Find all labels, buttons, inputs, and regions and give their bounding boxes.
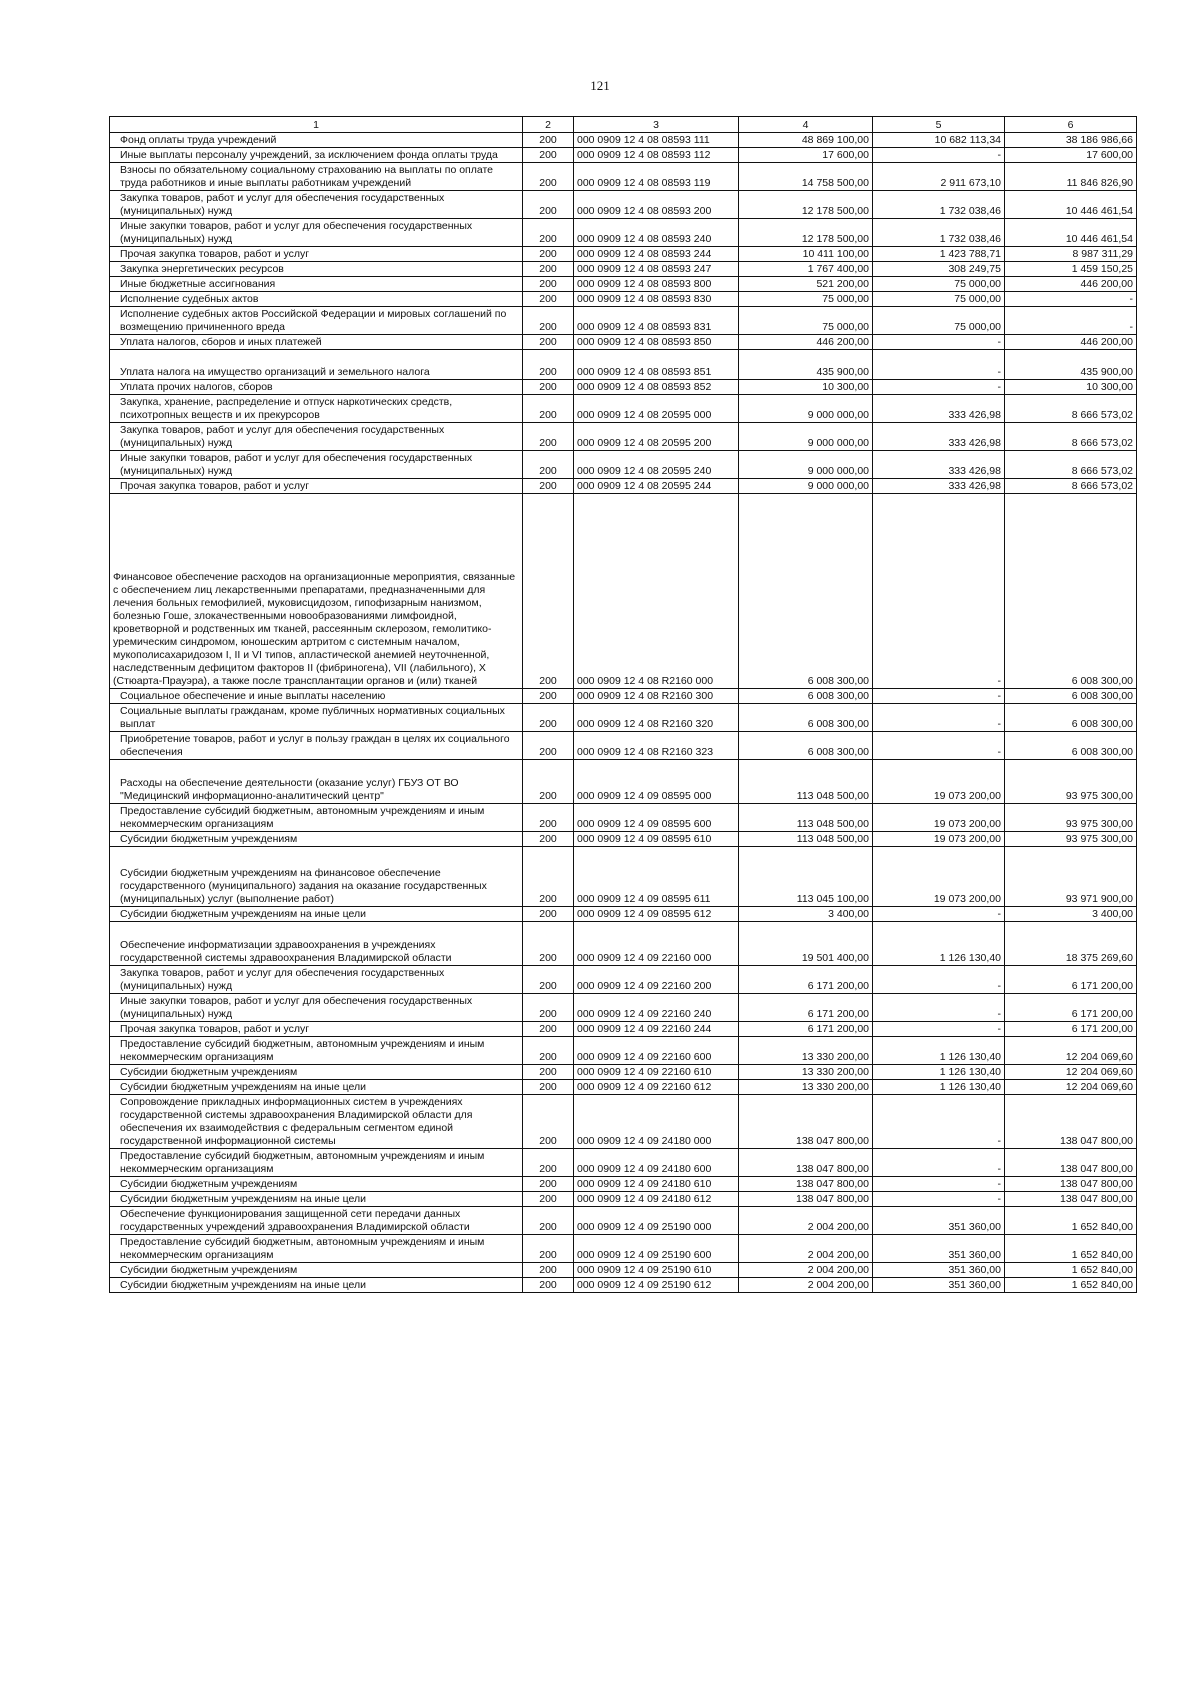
row-name-cell: Предоставление субсидий бюджетным, автономным учреждениям и иным некоммерческим организациям [110,1149,523,1177]
table-row [110,451,1137,479]
row-budget-code-cell: 000 0909 12 4 09 22160 600 [574,1037,739,1065]
table-row [110,1278,1137,1293]
row-admin-code-cell: 200 [523,1149,574,1177]
row-name-cell: Предоставление субсидий бюджетным, автономным учреждениям и иным некоммерческим организациям [110,1037,523,1065]
table-row [110,804,1137,832]
row-executed-amount-cell: 75 000,00 [873,277,1005,292]
row-budget-code-cell: 000 0909 12 4 08 08593 247 [574,262,739,277]
row-unexecuted-amount-cell: 11 846 826,90 [1005,163,1137,191]
row-executed-amount-cell: - [873,704,1005,732]
row-admin-code-cell: 200 [523,1278,574,1293]
row-unexecuted-amount-cell: 138 047 800,00 [1005,1177,1137,1192]
row-name-cell: Субсидии бюджетным учреждениям [110,1065,523,1080]
row-unexecuted-amount-cell: 446 200,00 [1005,335,1137,350]
row-admin-code-cell: 200 [523,191,574,219]
table-row [110,704,1137,732]
row-approved-amount-cell: 9 000 000,00 [739,451,873,479]
table-row [110,479,1137,494]
row-name-cell: Исполнение судебных актов Российской Федерации и мировых соглашений по возмещению причиненного вреда [110,307,523,335]
row-unexecuted-amount-cell: 17 600,00 [1005,148,1137,163]
row-name-cell: Уплата налога на имущество организаций и земельного налога [110,350,523,380]
row-approved-amount-cell: 9 000 000,00 [739,479,873,494]
row-executed-amount-cell: 10 682 113,34 [873,133,1005,148]
row-admin-code-cell: 200 [523,219,574,247]
row-budget-code-cell: 000 0909 12 4 09 25190 610 [574,1263,739,1278]
row-approved-amount-cell: 12 178 500,00 [739,191,873,219]
row-admin-code-cell: 200 [523,148,574,163]
row-budget-code-cell: 000 0909 12 4 09 22160 000 [574,922,739,966]
row-unexecuted-amount-cell: 1 652 840,00 [1005,1235,1137,1263]
row-name-cell: Субсидии бюджетным учреждениям на иные цели [110,907,523,922]
row-unexecuted-amount-cell: 93 975 300,00 [1005,760,1137,804]
row-executed-amount-cell: - [873,732,1005,760]
row-unexecuted-amount-cell: 6 171 200,00 [1005,966,1137,994]
table-row [110,1263,1137,1278]
row-budget-code-cell: 000 0909 12 4 08 20595 240 [574,451,739,479]
row-budget-code-cell: 000 0909 12 4 08 08593 244 [574,247,739,262]
row-name-cell: Иные закупки товаров, работ и услуг для обеспечения государственных (муниципальных) нужд [110,219,523,247]
row-admin-code-cell: 200 [523,832,574,847]
row-name-cell: Приобретение товаров, работ и услуг в пользу граждан в целях их социального обеспечения [110,732,523,760]
row-unexecuted-amount-cell: 38 186 986,66 [1005,133,1137,148]
row-executed-amount-cell: 1 732 038,46 [873,191,1005,219]
row-unexecuted-amount-cell: 1 652 840,00 [1005,1207,1137,1235]
row-approved-amount-cell: 14 758 500,00 [739,163,873,191]
column-header: 4 [739,117,873,133]
table-row [110,907,1137,922]
row-budget-code-cell: 000 0909 12 4 08 20595 244 [574,479,739,494]
column-header: 1 [110,117,523,133]
row-admin-code-cell: 200 [523,1192,574,1207]
row-executed-amount-cell: 1 732 038,46 [873,219,1005,247]
row-budget-code-cell: 000 0909 12 4 08 08593 851 [574,350,739,380]
row-name-cell: Социальное обеспечение и иные выплаты населению [110,689,523,704]
table-row [110,148,1137,163]
row-approved-amount-cell: 138 047 800,00 [739,1149,873,1177]
row-approved-amount-cell: 75 000,00 [739,292,873,307]
table-row [110,1235,1137,1263]
table-row [110,292,1137,307]
row-unexecuted-amount-cell: 6 008 300,00 [1005,494,1137,689]
row-executed-amount-cell: - [873,350,1005,380]
table-row [110,760,1137,804]
row-budget-code-cell: 000 0909 12 4 09 25190 600 [574,1235,739,1263]
row-approved-amount-cell: 13 330 200,00 [739,1065,873,1080]
row-admin-code-cell: 200 [523,494,574,689]
table-row [110,335,1137,350]
row-admin-code-cell: 200 [523,689,574,704]
row-admin-code-cell: 200 [523,277,574,292]
row-executed-amount-cell: - [873,380,1005,395]
row-approved-amount-cell: 17 600,00 [739,148,873,163]
table-row [110,1149,1137,1177]
table-row [110,922,1137,966]
row-approved-amount-cell: 1 767 400,00 [739,262,873,277]
table-row [110,219,1137,247]
table-row [110,423,1137,451]
row-approved-amount-cell: 138 047 800,00 [739,1095,873,1149]
row-approved-amount-cell: 435 900,00 [739,350,873,380]
row-name-cell: Прочая закупка товаров, работ и услуг [110,479,523,494]
row-executed-amount-cell: 2 911 673,10 [873,163,1005,191]
row-unexecuted-amount-cell: 1 652 840,00 [1005,1263,1137,1278]
row-budget-code-cell: 000 0909 12 4 09 24180 612 [574,1192,739,1207]
row-executed-amount-cell: 333 426,98 [873,451,1005,479]
row-name-cell: Субсидии бюджетным учреждениям [110,1177,523,1192]
row-admin-code-cell: 200 [523,704,574,732]
row-unexecuted-amount-cell: 8 666 573,02 [1005,395,1137,423]
row-admin-code-cell: 200 [523,847,574,907]
row-executed-amount-cell: - [873,335,1005,350]
row-name-cell: Прочая закупка товаров, работ и услуг [110,247,523,262]
table-row [110,1065,1137,1080]
row-name-cell: Расходы на обеспечение деятельности (оказание услуг) ГБУЗ ОТ ВО "Медицинский информационно-аналитический центр" [110,760,523,804]
row-approved-amount-cell: 10 411 100,00 [739,247,873,262]
row-approved-amount-cell: 113 048 500,00 [739,804,873,832]
table-row [110,247,1137,262]
table-row [110,1095,1137,1149]
row-name-cell: Уплата прочих налогов, сборов [110,380,523,395]
row-executed-amount-cell: - [873,1149,1005,1177]
row-name-cell: Обеспечение информатизации здравоохранения в учреждениях государственной системы здравоохранения Владимирской области [110,922,523,966]
row-admin-code-cell: 200 [523,922,574,966]
row-approved-amount-cell: 13 330 200,00 [739,1037,873,1065]
row-approved-amount-cell: 6 008 300,00 [739,689,873,704]
table-row [110,847,1137,907]
row-admin-code-cell: 200 [523,1022,574,1037]
row-executed-amount-cell: - [873,148,1005,163]
row-name-cell: Прочая закупка товаров, работ и услуг [110,1022,523,1037]
row-executed-amount-cell: - [873,494,1005,689]
row-approved-amount-cell: 6 171 200,00 [739,966,873,994]
row-approved-amount-cell: 138 047 800,00 [739,1177,873,1192]
row-approved-amount-cell: 6 171 200,00 [739,994,873,1022]
row-executed-amount-cell: 19 073 200,00 [873,832,1005,847]
row-unexecuted-amount-cell: 435 900,00 [1005,350,1137,380]
table-row [110,689,1137,704]
row-name-cell: Финансовое обеспечение расходов на организационные мероприятия, связанные с обеспечением лиц лекарственными препаратами, предназначенными для лечения больных гемофилией, муковисцидозом, гипофизарным нанизмом, болезнью Гоше, злокачественными новообразованиями лимфоидной, кроветворной и родственных им тканей, рассеянным склерозом, гемолитико-уремическим синдромом, юношеским артритом с системным началом, мукополисахаридозом I, II и VI типов, апластической анемией неуточненной, наследственным дефицитом факторов II (фибриногена), VII (лабильного), X (Стюарта-Прауэра), а также после трансплантации органов и (или) тканей [110,494,523,689]
row-unexecuted-amount-cell: 93 975 300,00 [1005,804,1137,832]
row-unexecuted-amount-cell: 1 652 840,00 [1005,1278,1137,1293]
row-unexecuted-amount-cell: 8 666 573,02 [1005,451,1137,479]
table-row [110,350,1137,380]
table-body [110,133,1137,1293]
row-unexecuted-amount-cell: 12 204 069,60 [1005,1065,1137,1080]
row-approved-amount-cell: 48 869 100,00 [739,133,873,148]
row-admin-code-cell: 200 [523,423,574,451]
row-budget-code-cell: 000 0909 12 4 09 22160 200 [574,966,739,994]
row-budget-code-cell: 000 0909 12 4 08 08593 830 [574,292,739,307]
row-budget-code-cell: 000 0909 12 4 09 22160 612 [574,1080,739,1095]
row-approved-amount-cell: 13 330 200,00 [739,1080,873,1095]
row-admin-code-cell: 200 [523,1207,574,1235]
table-row [110,277,1137,292]
row-admin-code-cell: 200 [523,732,574,760]
row-name-cell: Иные бюджетные ассигнования [110,277,523,292]
row-executed-amount-cell: - [873,907,1005,922]
row-approved-amount-cell: 521 200,00 [739,277,873,292]
row-executed-amount-cell: 351 360,00 [873,1207,1005,1235]
row-executed-amount-cell: - [873,1095,1005,1149]
row-budget-code-cell: 000 0909 12 4 08 08593 831 [574,307,739,335]
row-budget-code-cell: 000 0909 12 4 08 08593 200 [574,191,739,219]
row-executed-amount-cell: 1 126 130,40 [873,922,1005,966]
row-admin-code-cell: 200 [523,804,574,832]
row-executed-amount-cell: 351 360,00 [873,1235,1005,1263]
row-unexecuted-amount-cell: - [1005,307,1137,335]
row-admin-code-cell: 200 [523,451,574,479]
row-approved-amount-cell: 6 008 300,00 [739,732,873,760]
row-budget-code-cell: 000 0909 12 4 08 R2160 000 [574,494,739,689]
row-name-cell: Фонд оплаты труда учреждений [110,133,523,148]
row-admin-code-cell: 200 [523,307,574,335]
row-executed-amount-cell: 351 360,00 [873,1263,1005,1278]
row-executed-amount-cell: - [873,1177,1005,1192]
row-budget-code-cell: 000 0909 12 4 08 20595 200 [574,423,739,451]
row-admin-code-cell: 200 [523,1080,574,1095]
row-budget-code-cell: 000 0909 12 4 09 24180 600 [574,1149,739,1177]
row-name-cell: Иные закупки товаров, работ и услуг для обеспечения государственных (муниципальных) нужд [110,451,523,479]
row-admin-code-cell: 200 [523,1177,574,1192]
row-admin-code-cell: 200 [523,380,574,395]
row-admin-code-cell: 200 [523,395,574,423]
budget-table [109,116,1137,1293]
table-row [110,1080,1137,1095]
table-row [110,191,1137,219]
row-budget-code-cell: 000 0909 12 4 08 R2160 320 [574,704,739,732]
table-row [110,262,1137,277]
row-executed-amount-cell: 75 000,00 [873,307,1005,335]
row-approved-amount-cell: 6 008 300,00 [739,704,873,732]
row-budget-code-cell: 000 0909 12 4 09 24180 000 [574,1095,739,1149]
row-budget-code-cell: 000 0909 12 4 09 08595 000 [574,760,739,804]
row-approved-amount-cell: 75 000,00 [739,307,873,335]
row-approved-amount-cell: 2 004 200,00 [739,1263,873,1278]
row-executed-amount-cell: - [873,1192,1005,1207]
row-admin-code-cell: 200 [523,966,574,994]
row-name-cell: Закупка энергетических ресурсов [110,262,523,277]
row-admin-code-cell: 200 [523,350,574,380]
row-admin-code-cell: 200 [523,247,574,262]
row-executed-amount-cell: - [873,1022,1005,1037]
row-unexecuted-amount-cell: - [1005,292,1137,307]
row-approved-amount-cell: 446 200,00 [739,335,873,350]
row-budget-code-cell: 000 0909 12 4 09 24180 610 [574,1177,739,1192]
row-name-cell: Субсидии бюджетным учреждениям на иные цели [110,1080,523,1095]
row-name-cell: Исполнение судебных актов [110,292,523,307]
row-approved-amount-cell: 10 300,00 [739,380,873,395]
table-row [110,163,1137,191]
table-row [110,994,1137,1022]
row-admin-code-cell: 200 [523,335,574,350]
row-name-cell: Субсидии бюджетным учреждениям на иные цели [110,1278,523,1293]
row-budget-code-cell: 000 0909 12 4 09 08595 612 [574,907,739,922]
row-unexecuted-amount-cell: 6 008 300,00 [1005,704,1137,732]
row-budget-code-cell: 000 0909 12 4 08 R2160 323 [574,732,739,760]
row-executed-amount-cell: 75 000,00 [873,292,1005,307]
row-name-cell: Субсидии бюджетным учреждениям на иные цели [110,1192,523,1207]
row-unexecuted-amount-cell: 93 975 300,00 [1005,832,1137,847]
row-executed-amount-cell: 1 126 130,40 [873,1037,1005,1065]
row-name-cell: Обеспечение функционирования защищенной сети передачи данных государственных учреждений здравоохранения Владимирской области [110,1207,523,1235]
page-number: 121 [590,78,610,93]
row-approved-amount-cell: 2 004 200,00 [739,1207,873,1235]
row-name-cell: Иные закупки товаров, работ и услуг для обеспечения государственных (муниципальных) нужд [110,994,523,1022]
row-unexecuted-amount-cell: 138 047 800,00 [1005,1095,1137,1149]
row-budget-code-cell: 000 0909 12 4 09 22160 244 [574,1022,739,1037]
row-name-cell: Закупка товаров, работ и услуг для обеспечения государственных (муниципальных) нужд [110,423,523,451]
row-admin-code-cell: 200 [523,1037,574,1065]
row-name-cell: Закупка товаров, работ и услуг для обеспечения государственных (муниципальных) нужд [110,191,523,219]
row-approved-amount-cell: 138 047 800,00 [739,1192,873,1207]
table-row [110,133,1137,148]
row-unexecuted-amount-cell: 3 400,00 [1005,907,1137,922]
row-unexecuted-amount-cell: 10 300,00 [1005,380,1137,395]
row-executed-amount-cell: 351 360,00 [873,1278,1005,1293]
row-name-cell: Уплата налогов, сборов и иных платежей [110,335,523,350]
row-name-cell: Предоставление субсидий бюджетным, автономным учреждениям и иным некоммерческим организациям [110,804,523,832]
table-row [110,1207,1137,1235]
row-unexecuted-amount-cell: 18 375 269,60 [1005,922,1137,966]
row-budget-code-cell: 000 0909 12 4 09 25190 612 [574,1278,739,1293]
row-admin-code-cell: 200 [523,292,574,307]
row-unexecuted-amount-cell: 93 971 900,00 [1005,847,1137,907]
row-unexecuted-amount-cell: 446 200,00 [1005,277,1137,292]
row-admin-code-cell: 200 [523,907,574,922]
row-name-cell: Предоставление субсидий бюджетным, автономным учреждениям и иным некоммерческим организациям [110,1235,523,1263]
row-name-cell: Закупка товаров, работ и услуг для обеспечения государственных (муниципальных) нужд [110,966,523,994]
column-header: 3 [574,117,739,133]
row-executed-amount-cell: 333 426,98 [873,395,1005,423]
row-approved-amount-cell: 113 048 500,00 [739,760,873,804]
row-budget-code-cell: 000 0909 12 4 08 08593 800 [574,277,739,292]
row-budget-code-cell: 000 0909 12 4 09 08595 610 [574,832,739,847]
row-approved-amount-cell: 3 400,00 [739,907,873,922]
row-executed-amount-cell: - [873,994,1005,1022]
table-row [110,307,1137,335]
row-unexecuted-amount-cell: 138 047 800,00 [1005,1149,1137,1177]
row-unexecuted-amount-cell: 12 204 069,60 [1005,1080,1137,1095]
row-unexecuted-amount-cell: 12 204 069,60 [1005,1037,1137,1065]
row-budget-code-cell: 000 0909 12 4 09 08595 600 [574,804,739,832]
table-row [110,1022,1137,1037]
row-admin-code-cell: 200 [523,1065,574,1080]
column-header: 2 [523,117,574,133]
row-approved-amount-cell: 6 008 300,00 [739,494,873,689]
row-approved-amount-cell: 9 000 000,00 [739,395,873,423]
row-executed-amount-cell: - [873,966,1005,994]
table-row [110,832,1137,847]
table-row [110,732,1137,760]
table-row [110,380,1137,395]
row-executed-amount-cell: 1 423 788,71 [873,247,1005,262]
row-unexecuted-amount-cell: 138 047 800,00 [1005,1192,1137,1207]
row-budget-code-cell: 000 0909 12 4 09 08595 611 [574,847,739,907]
row-name-cell: Иные выплаты персоналу учреждений, за исключением фонда оплаты труда [110,148,523,163]
row-executed-amount-cell: 333 426,98 [873,479,1005,494]
row-admin-code-cell: 200 [523,262,574,277]
row-admin-code-cell: 200 [523,1263,574,1278]
table-row [110,1177,1137,1192]
row-budget-code-cell: 000 0909 12 4 08 08593 111 [574,133,739,148]
table-row [110,395,1137,423]
row-budget-code-cell: 000 0909 12 4 08 08593 240 [574,219,739,247]
row-budget-code-cell: 000 0909 12 4 09 22160 610 [574,1065,739,1080]
row-approved-amount-cell: 2 004 200,00 [739,1278,873,1293]
row-executed-amount-cell: 19 073 200,00 [873,804,1005,832]
column-header: 6 [1005,117,1137,133]
row-budget-code-cell: 000 0909 12 4 08 08593 850 [574,335,739,350]
row-approved-amount-cell: 9 000 000,00 [739,423,873,451]
table-header-row [110,117,1137,133]
row-budget-code-cell: 000 0909 12 4 08 R2160 300 [574,689,739,704]
row-unexecuted-amount-cell: 10 446 461,54 [1005,191,1137,219]
row-approved-amount-cell: 19 501 400,00 [739,922,873,966]
row-budget-code-cell: 000 0909 12 4 08 20595 000 [574,395,739,423]
row-executed-amount-cell: 19 073 200,00 [873,760,1005,804]
row-name-cell: Субсидии бюджетным учреждениям [110,832,523,847]
row-unexecuted-amount-cell: 1 459 150,25 [1005,262,1137,277]
row-budget-code-cell: 000 0909 12 4 08 08593 119 [574,163,739,191]
row-name-cell: Взносы по обязательному социальному страхованию на выплаты по оплате труда работников и иные выплаты работникам учреждений [110,163,523,191]
row-approved-amount-cell: 113 045 100,00 [739,847,873,907]
row-admin-code-cell: 200 [523,1095,574,1149]
row-unexecuted-amount-cell: 8 666 573,02 [1005,423,1137,451]
row-budget-code-cell: 000 0909 12 4 08 08593 852 [574,380,739,395]
row-budget-code-cell: 000 0909 12 4 09 25190 000 [574,1207,739,1235]
row-unexecuted-amount-cell: 6 008 300,00 [1005,732,1137,760]
row-executed-amount-cell: - [873,689,1005,704]
row-unexecuted-amount-cell: 6 171 200,00 [1005,1022,1137,1037]
row-approved-amount-cell: 113 048 500,00 [739,832,873,847]
table-row [110,966,1137,994]
row-name-cell: Закупка, хранение, распределение и отпуск наркотических средств, психотропных веществ и их прекурсоров [110,395,523,423]
row-admin-code-cell: 200 [523,479,574,494]
row-budget-code-cell: 000 0909 12 4 08 08593 112 [574,148,739,163]
row-unexecuted-amount-cell: 10 446 461,54 [1005,219,1137,247]
row-executed-amount-cell: 308 249,75 [873,262,1005,277]
table-row [110,494,1137,689]
row-admin-code-cell: 200 [523,1235,574,1263]
row-approved-amount-cell: 2 004 200,00 [739,1235,873,1263]
row-admin-code-cell: 200 [523,163,574,191]
column-header: 5 [873,117,1005,133]
row-unexecuted-amount-cell: 6 008 300,00 [1005,689,1137,704]
row-name-cell: Социальные выплаты гражданам, кроме публичных нормативных социальных выплат [110,704,523,732]
row-executed-amount-cell: 19 073 200,00 [873,847,1005,907]
row-admin-code-cell: 200 [523,760,574,804]
row-approved-amount-cell: 6 171 200,00 [739,1022,873,1037]
row-executed-amount-cell: 1 126 130,40 [873,1065,1005,1080]
row-name-cell: Субсидии бюджетным учреждениям [110,1263,523,1278]
row-name-cell: Субсидии бюджетным учреждениям на финансовое обеспечение государственного (муниципального) задания на оказание государственных (муниципальных) услуг (выполнение работ) [110,847,523,907]
row-unexecuted-amount-cell: 8 666 573,02 [1005,479,1137,494]
table-row [110,1037,1137,1065]
table-row [110,1192,1137,1207]
row-admin-code-cell: 200 [523,133,574,148]
row-unexecuted-amount-cell: 8 987 311,29 [1005,247,1137,262]
row-admin-code-cell: 200 [523,994,574,1022]
row-unexecuted-amount-cell: 6 171 200,00 [1005,994,1137,1022]
row-executed-amount-cell: 333 426,98 [873,423,1005,451]
row-name-cell: Сопровождение прикладных информационных систем в учреждениях государственной системы здравоохранения Владимирской области для обеспечения их взаимодействия с федеральным сегментом единой государственной информационной системы [110,1095,523,1149]
row-budget-code-cell: 000 0909 12 4 09 22160 240 [574,994,739,1022]
row-approved-amount-cell: 12 178 500,00 [739,219,873,247]
row-executed-amount-cell: 1 126 130,40 [873,1080,1005,1095]
